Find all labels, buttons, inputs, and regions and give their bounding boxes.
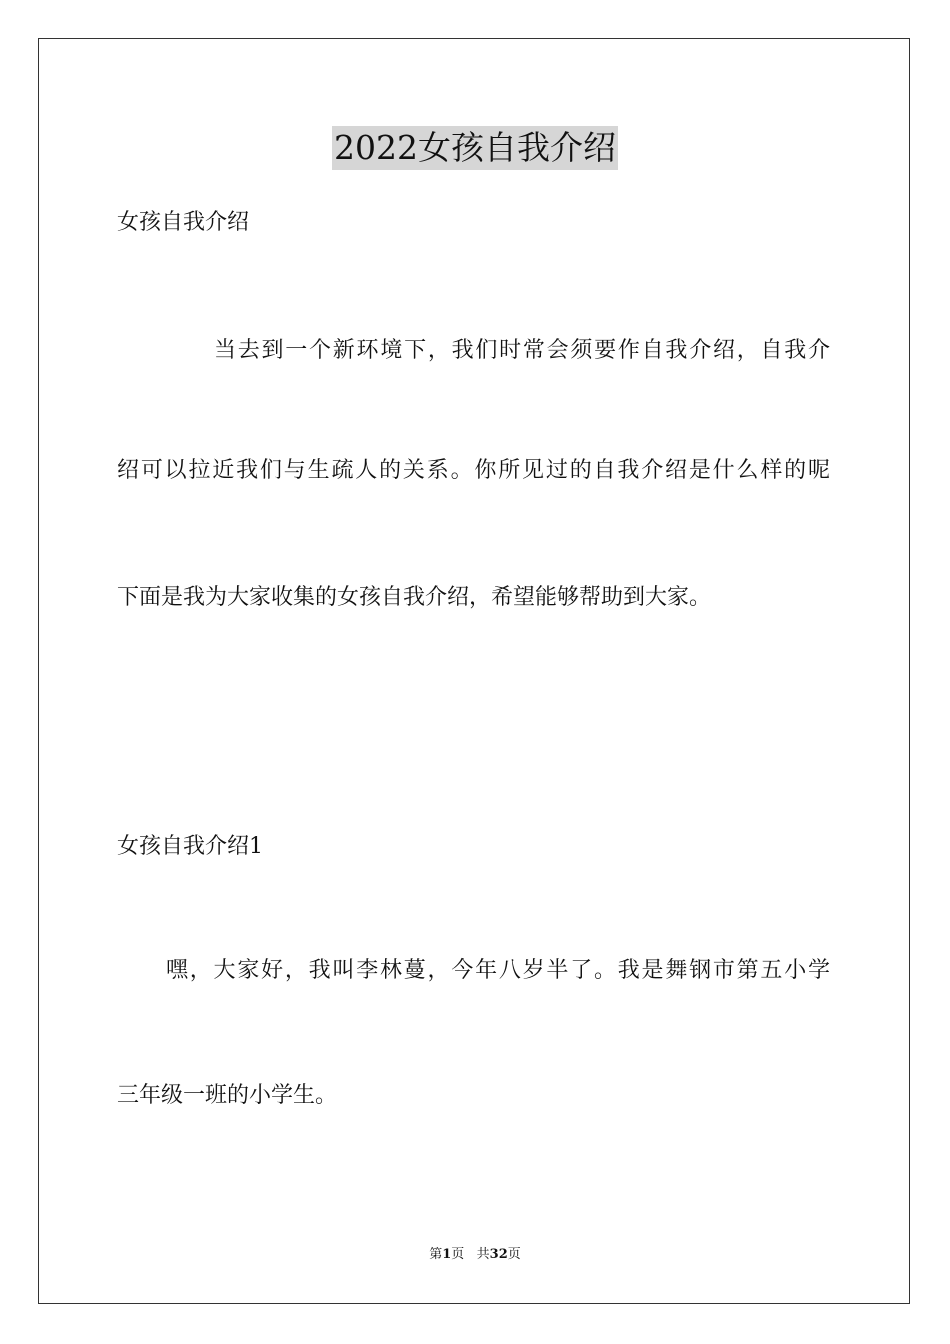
page-footer (0, 1246, 950, 1264)
section-heading: 女孩自我介绍1 (117, 834, 263, 859)
section-line-1: 嘿，大家好，我叫李林蔓，今年八岁半了。我是舞钢市第五小学 (166, 958, 830, 983)
footer-page-total: 32 (489, 1247, 508, 1262)
footer-page-number: 1 (442, 1247, 452, 1262)
footer-prefix: 第 (429, 1247, 443, 1262)
intro-line-2: 绍可以拉近我们与生疏人的关系。你所见过的自我介绍是什么样的呢 (117, 458, 830, 483)
document-title: 2022女孩自我介绍 (332, 126, 618, 170)
intro-line-1: 当去到一个新环境下，我们时常会须要作自我介绍，自我介 (214, 338, 830, 363)
intro-line-3: 下面是我为大家收集的女孩自我介绍，希望能够帮助到大家。 (117, 585, 712, 610)
section-line-2: 三年级一班的小学生。 (117, 1083, 338, 1108)
footer-suffix: 页 (507, 1247, 521, 1262)
document-heading: 女孩自我介绍 (117, 210, 250, 235)
title-wrap (0, 126, 950, 170)
footer-mid: 页 共 (451, 1247, 490, 1262)
